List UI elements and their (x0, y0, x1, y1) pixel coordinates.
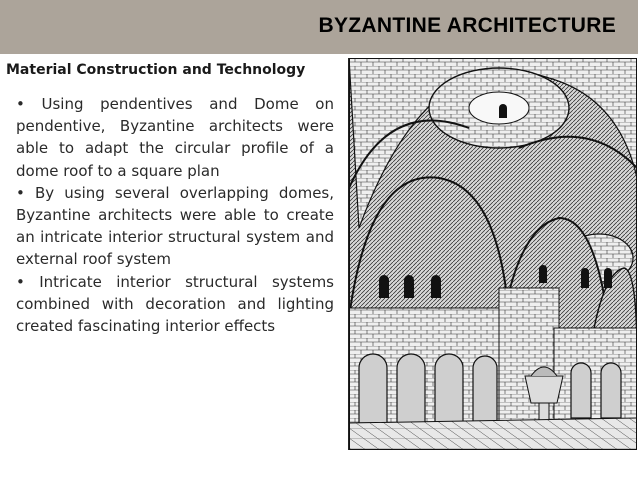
bullet-item-3: • Intricate interior structural systems combined with decoration and lighting created fascinating interior effects (16, 272, 334, 336)
bullet-list (16, 93, 334, 337)
slide-title: BYZANTINE ARCHITECTURE (318, 14, 616, 37)
header-bar (0, 0, 638, 54)
section-subtitle: Material Construction and Technology (6, 62, 306, 78)
byzantine-interior-illustration (348, 58, 637, 450)
bullet-item-2: • By using several overlapping domes, Byzantine architects were able to create an intricate interior structural system and external roof system (16, 183, 334, 269)
bullet-item-1: • Using pendentives and Dome on pendentive, Byzantine architects were able to adapt the circular profile of a dome roof to a square plan (16, 95, 334, 180)
